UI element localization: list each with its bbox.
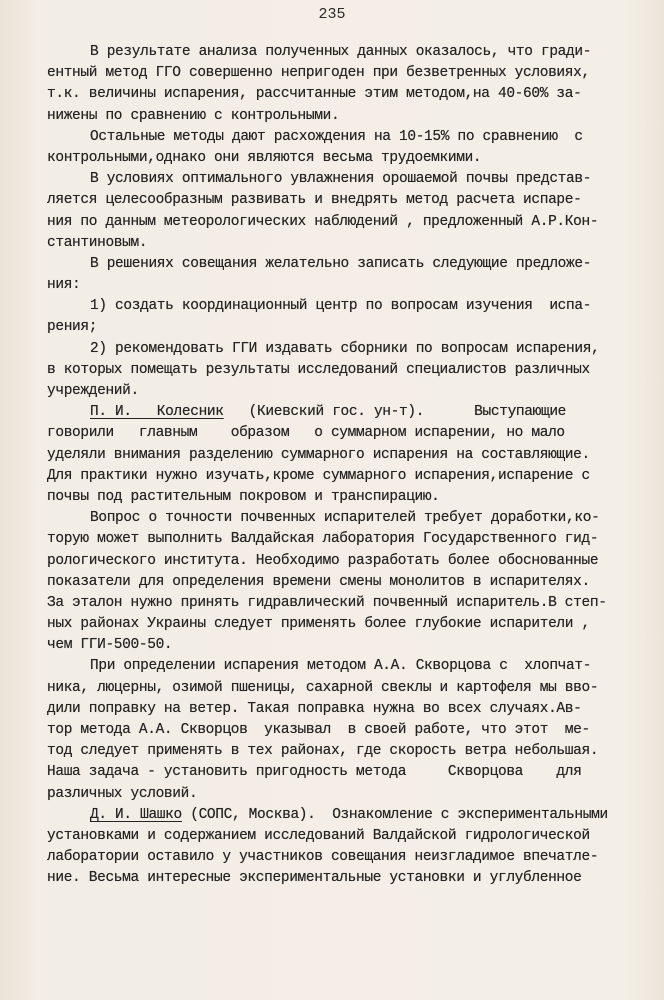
line-text: рологического института. Необходимо разработать более обоснованные [47, 552, 599, 569]
text-line [0, 84, 664, 105]
line-text: стантиновым. [47, 234, 148, 251]
text-line [0, 551, 664, 572]
text-line [0, 233, 664, 254]
line-text: чем ГГИ-500-50. [47, 637, 173, 654]
line-text: уделяли внимания разделению суммарного испарения на составляющие. [47, 446, 590, 463]
text-line [0, 826, 664, 847]
text-line [0, 254, 664, 275]
line-text: тод следует применять в тех районах, где скорость ветра небольшая. [47, 743, 599, 760]
text-line [0, 296, 664, 317]
line-text: В условиях оптимального увлажнения орошаемой почвы представ- [90, 171, 592, 188]
text-line [0, 572, 664, 593]
line-text-rest: (СОПС, Москва). Ознакомление с экспериментальными [181, 806, 608, 823]
line-text: торую может выполнить Валдайская лаборатория Государственного гид- [47, 531, 599, 548]
text-line [0, 106, 664, 127]
text-line [0, 445, 664, 466]
text-line [0, 212, 664, 233]
page-number: 235 [318, 6, 346, 23]
text-line [0, 593, 664, 614]
text-line [0, 720, 664, 741]
line-text: учреждений. [47, 383, 139, 399]
document-body [0, 42, 664, 890]
line-text: ника, люцерны, озимой пшеницы, сахарной свеклы и картофеля мы вво- [47, 679, 599, 696]
text-line [0, 656, 664, 677]
text-line [0, 381, 664, 402]
speaker-name: П. И. Колесник [90, 404, 224, 421]
line-text: Вопрос о точности почвенных испарителей требует доработки,ко- [90, 510, 600, 527]
line-text: тор метода А.А. Скворцов указывал в своей работе, что этот ме- [47, 722, 590, 738]
line-text: в которых помещать результаты исследований специалистов различных [47, 361, 590, 378]
line-text: ляется целесообразным развивать и внедрять метод расчета испаре- [47, 192, 582, 209]
speaker-name: Д. И. Шашко [90, 806, 182, 823]
line-text: ных районах Украины следует применять более глубокие испарители , [47, 616, 590, 633]
text-line [0, 741, 664, 762]
text-line [0, 339, 664, 360]
line-text: т.к. величины испарения, рассчитанные этим методом,на 40-60% за- [47, 86, 582, 103]
text-line [0, 614, 664, 635]
text-line [0, 699, 664, 720]
line-text: 2) рекомендовать ГГИ издавать сборники по вопросам испарения, [90, 340, 600, 357]
line-text: рения; [47, 319, 98, 336]
line-text-rest: (Киевский гос. ун-т). Выступающие [223, 404, 567, 421]
text-line [0, 275, 664, 296]
line-text: ентный метод ГГО совершенно непригоден при безветренных условиях, [47, 65, 590, 82]
text-line [0, 402, 664, 423]
line-text: Для практики нужно изучать,кроме суммарного испарения,испарение с [47, 467, 590, 484]
text-line [0, 847, 664, 868]
line-text: установками и содержанием исследований Валдайской гидрологической [47, 827, 590, 844]
text-line [0, 805, 664, 826]
text-line [0, 487, 664, 508]
line-text: Наша задача - установить пригодность метода Скворцова для [47, 764, 582, 781]
line-text: почвы под растительным покровом и транспирацию. [47, 488, 440, 505]
text-line [0, 529, 664, 550]
text-line [0, 678, 664, 699]
line-text: говорили главным образом о суммарном испарении, но мало [47, 425, 565, 442]
line-text: нижены по сравнению с контрольными. [47, 107, 340, 124]
line-text: При определении испарения методом А.А. Скворцова с хлопчат- [90, 658, 592, 675]
text-line [0, 784, 664, 805]
text-line [0, 508, 664, 529]
line-text: 1) создать координационный центр по вопросам изучения испа- [90, 298, 592, 315]
line-text: За эталон нужно принять гидравлический почвенный испаритель.В степ- [47, 594, 607, 611]
line-text: ния: [47, 277, 81, 294]
text-line [0, 635, 664, 656]
text-line [0, 127, 664, 148]
text-line [0, 190, 664, 211]
line-text: дили поправку на ветер. Такая поправка нужна во всех случаях.Ав- [47, 700, 582, 717]
line-text: показатели для определения времени смены монолитов в испарителях. [47, 573, 590, 590]
text-line [0, 42, 664, 63]
line-text: Остальные методы дают расхождения на 10-15% по сравнению с [90, 128, 583, 145]
text-line [0, 762, 664, 783]
line-text: ния по данным метеорологических наблюдений , предложенный А.Р.Кон- [47, 213, 599, 230]
text-line [0, 317, 664, 338]
line-text: ние. Весьма интересные экспериментальные установки и углубленное [47, 870, 582, 887]
text-line [0, 466, 664, 487]
line-text: В результате анализа полученных данных оказалось, что гради- [90, 44, 592, 60]
line-text: В решениях совещания желательно записать следующие предложе- [90, 255, 592, 272]
text-line [0, 148, 664, 169]
text-line [0, 169, 664, 190]
text-line [0, 423, 664, 444]
text-line [0, 360, 664, 381]
line-text: различных условий. [47, 785, 198, 802]
line-text: контрольными,однако они являются весьма трудоемкими. [47, 149, 482, 166]
text-line [0, 63, 664, 84]
line-text: лаборатории оставило у участников совещания неизгладимое впечатле- [47, 849, 599, 866]
text-line [0, 868, 664, 889]
